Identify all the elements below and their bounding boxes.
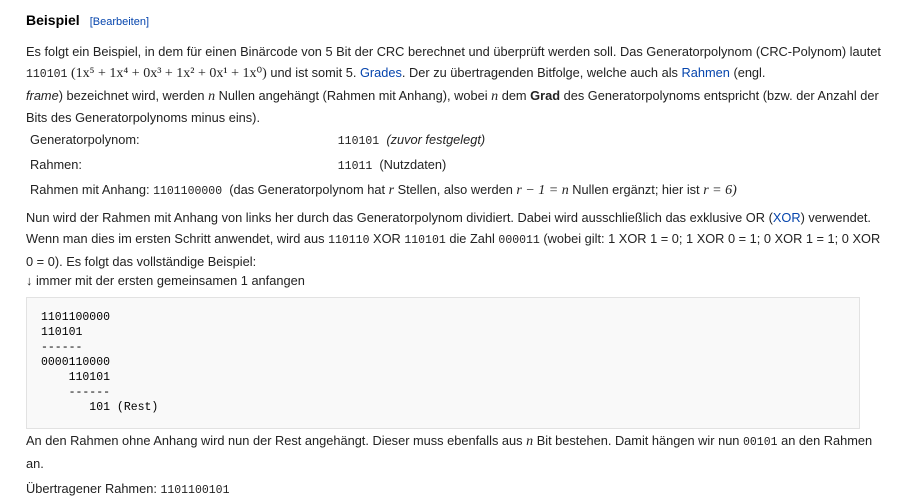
def-label: Rahmen mit Anhang: — [30, 182, 150, 197]
text: die Zahl — [449, 231, 495, 246]
code-remainder: 00101 — [743, 436, 778, 449]
text: des Generatorpolynoms entspricht (bzw. der Anzahl der Bits des Generatorpolynoms minus eins). — [26, 88, 879, 125]
code-generator: 110101 — [26, 68, 68, 81]
math-polynomial: (1x⁵ + 1x⁴ + 0x³ + 1x² + 0x¹ + 1x⁰) — [70, 66, 267, 81]
math-r: r — [388, 183, 395, 198]
code-c: 000011 — [498, 234, 540, 247]
def-code: 110101 — [337, 135, 380, 148]
def-row — [26, 128, 741, 153]
paragraph-append — [26, 430, 886, 474]
text: an den Rahmen an. — [26, 433, 873, 471]
def-code: 1101100000 — [153, 185, 223, 198]
link-rahmen[interactable]: Rahmen — [681, 65, 730, 80]
text-frame: frame — [26, 88, 59, 103]
text: dem — [501, 88, 527, 103]
text: Nun wird der Rahmen mit Anhang von links her durch das Generatorpolynom dividiert. Dabei wird ausschließlich das exklusive OR ( — [26, 210, 773, 225]
code-a: 110110 — [328, 234, 370, 247]
def-note: (zuvor festgelegt) — [386, 132, 486, 147]
text-xor: XOR — [373, 231, 401, 246]
def-row — [26, 178, 741, 203]
text: ) bezeichnet wird, werden — [58, 88, 205, 103]
def-label: Generatorpolynom: — [30, 132, 140, 147]
link-grades[interactable]: Grades — [359, 65, 402, 80]
def-note: (Nutzdaten) — [379, 157, 447, 172]
text: (engl. — [733, 65, 766, 80]
section-heading — [26, 12, 149, 28]
def-note: Stellen, also werden — [397, 182, 513, 197]
link-xor[interactable]: XOR — [772, 210, 801, 225]
math-r-value: r = 6) — [703, 183, 737, 198]
result-code: 1101100101 — [160, 484, 230, 497]
arrow-note: ↓ immer mit der ersten gemeinsamen 1 anfangen — [26, 273, 305, 288]
definition-table — [26, 128, 741, 203]
edit-link[interactable]: [Bearbeiten] — [89, 16, 150, 28]
math-equation: r − 1 = n — [516, 183, 569, 198]
text: . Der zu übertragenden Bitfolge, welche auch als — [401, 65, 678, 80]
section-title: Beispiel — [26, 12, 80, 28]
def-label: Rahmen: — [30, 157, 82, 172]
text: Bit bestehen. Damit hängen wir nun — [536, 433, 740, 448]
def-note: (das Generatorpolynom hat — [229, 182, 385, 197]
def-code: 11011 — [337, 160, 373, 173]
text: ) verwendet. Wenn man dies im ersten Schritt anwendet, wird aus — [26, 210, 871, 246]
def-note: Nullen ergänzt; hier ist — [572, 182, 700, 197]
paragraph-intro — [26, 41, 886, 128]
paragraph-division — [26, 207, 886, 272]
code-b: 110101 — [404, 234, 446, 247]
text: An den Rahmen ohne Anhang wird nun der Rest angehängt. Dieser muss ebenfalls aus — [26, 433, 523, 448]
text: Es folgt ein Beispiel, in dem für einen Binärcode von 5 Bit der CRC berechnet und überprüft werden soll. Das Generatorpolynom (CRC-Polynom) lautet — [26, 44, 881, 59]
def-row — [26, 153, 741, 178]
math-n: n — [208, 89, 216, 104]
math-n: n — [491, 89, 499, 104]
result-line — [26, 478, 886, 501]
division-code-block: 1101100000 110101 ------ 0000110000 110101 ------ 101 (Rest) — [26, 297, 860, 429]
text: Nullen angehängt (Rahmen mit Anhang), wobei — [218, 88, 488, 103]
text-grad: Grad — [530, 88, 561, 103]
result-label: Übertragener Rahmen: — [26, 481, 157, 496]
text: (wobei gilt: 1 XOR 1 = 0; 1 XOR 0 = 1; 0 XOR 1 = 1; 0 XOR 0 = 0). Es folgt das vollständige Beispiel: — [26, 231, 881, 269]
text: und ist somit 5. — [270, 65, 357, 80]
math-n: n — [526, 434, 534, 449]
